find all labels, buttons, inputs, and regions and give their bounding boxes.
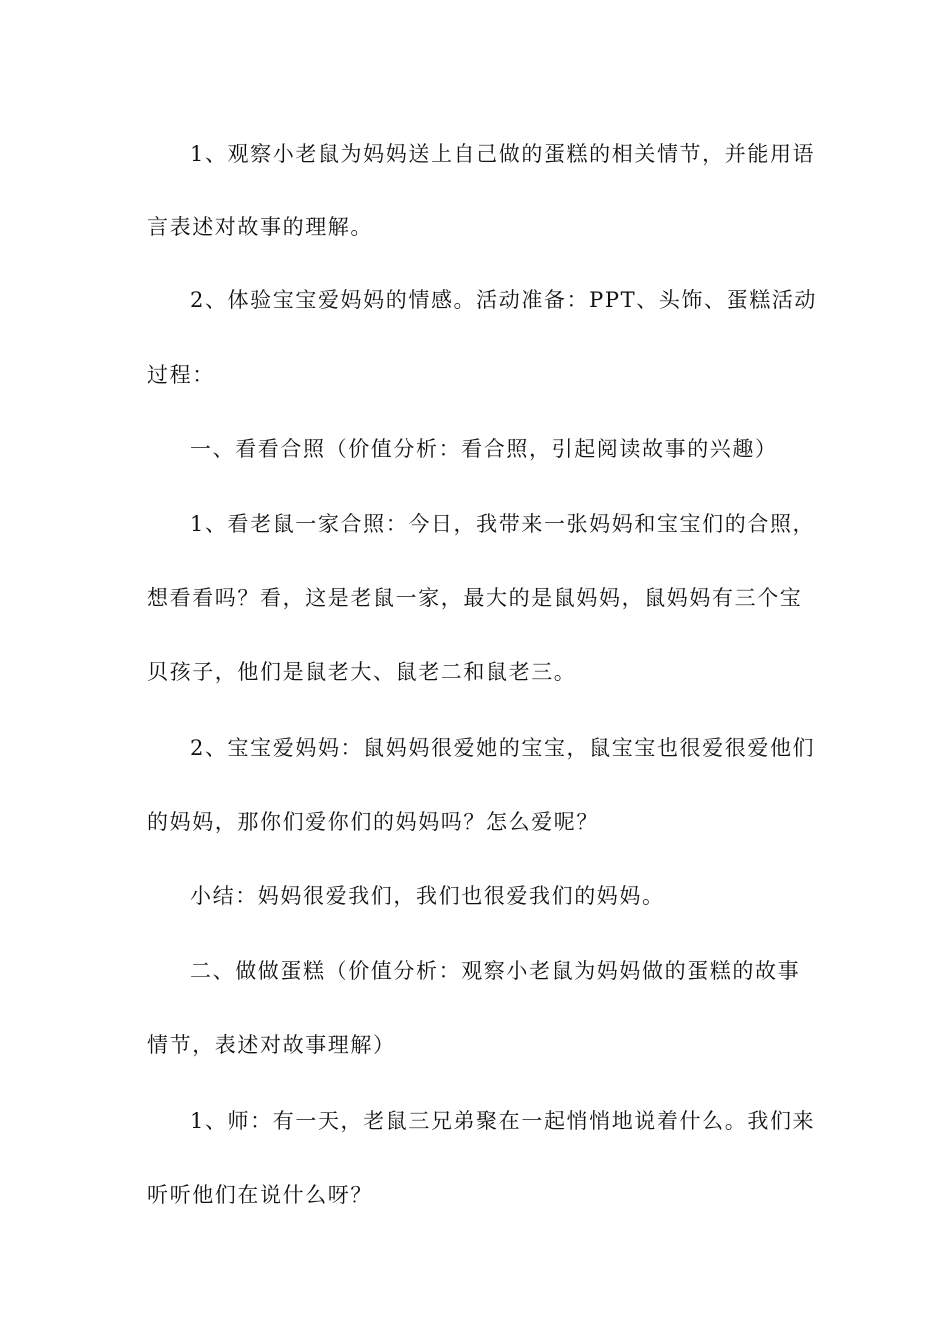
summary-line: 小结：妈妈很爱我们，我们也很爱我们的妈妈。 (190, 884, 665, 908)
step-1-line-1: 1、看老鼠一家合照：今日，我带来一张妈妈和宝宝们的合照， (190, 512, 816, 536)
step-2-line-2: 的妈妈，那你们爱你们的妈妈吗？怎么爱呢？ (147, 810, 599, 834)
step-1-line-3: 贝孩子，他们是鼠老大、鼠老二和鼠老三。 (147, 660, 577, 684)
objective-1-line-1: 1、观察小老鼠为妈妈送上自己做的蛋糕的相关情节，并能用语 (190, 142, 816, 166)
step-2-line-1: 2、宝宝爱妈妈：鼠妈妈很爱她的宝宝，鼠宝宝也很爱很爱他们 (190, 736, 816, 760)
step-1-line-2: 想看看吗？看，这是老鼠一家，最大的是鼠妈妈，鼠妈妈有三个宝 (147, 586, 803, 610)
section-2-heading-line-1: 二、做做蛋糕（价值分析：观察小老鼠为妈妈做的蛋糕的故事 (190, 959, 801, 983)
objective-1-line-2: 言表述对故事的理解。 (147, 215, 373, 239)
teacher-line-1: 1、师：有一天，老鼠三兄弟聚在一起悄悄地说着什么。我们来 (190, 1109, 816, 1133)
teacher-line-2: 听听他们在说什么呀？ (147, 1183, 373, 1207)
objective-2-line-2: 过程： (147, 363, 215, 387)
section-2-heading-line-2: 情节，表述对故事理解） (147, 1033, 396, 1057)
section-1-heading: 一、看看合照（价值分析：看合照，引起阅读故事的兴趣） (190, 437, 778, 461)
objective-2-line-1: 2、体验宝宝爱妈妈的情感。活动准备：PPT、头饰、蛋糕活动 (190, 288, 818, 312)
